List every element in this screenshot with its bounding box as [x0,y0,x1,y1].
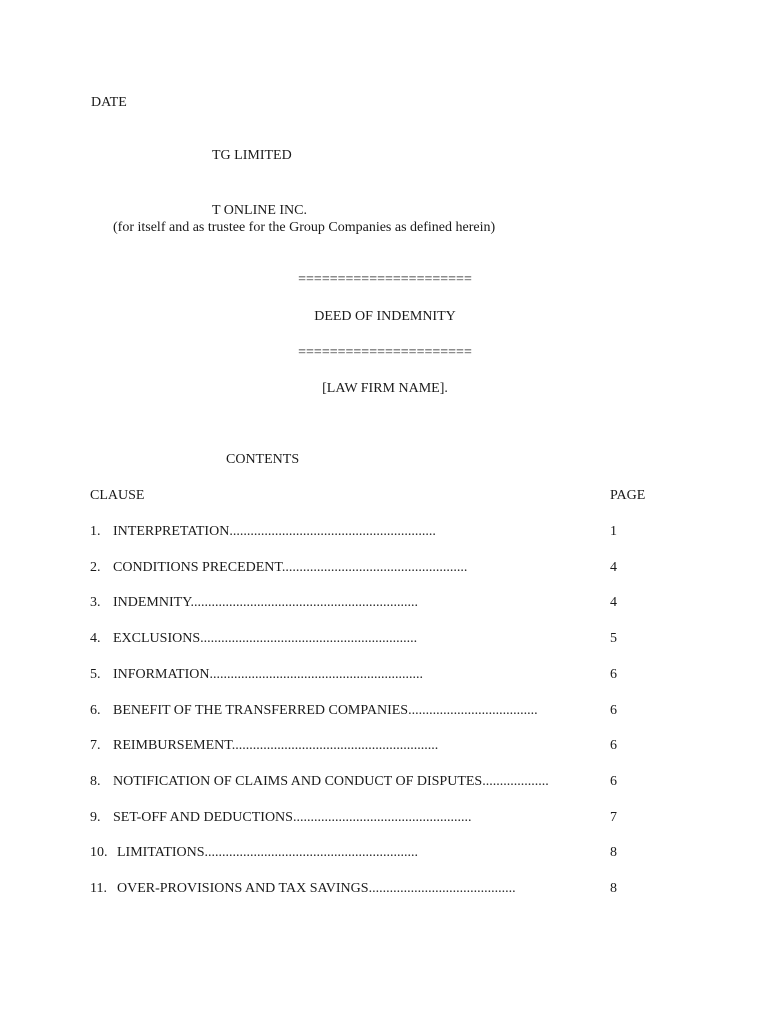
date-label: DATE [91,95,127,110]
toc-entry-leader-dots: ................... [482,774,549,789]
toc-entry-title [113,560,467,576]
deed-title: DEED OF INDEMNITY [314,309,456,324]
toc-entry-title-text: REIMBURSEMENT [113,738,232,753]
toc-entry-number: 2. [90,560,101,575]
toc-entry [0,595,770,611]
toc-entry-title [113,738,438,754]
toc-entry-title-text: INTERPRETATION [113,524,230,539]
toc-entry-leader-dots: ..................................... [408,703,538,718]
toc-entry-number: 8. [90,774,101,789]
toc-entry-number: 11. [90,881,107,896]
toc-entry [0,810,770,826]
toc-entry [0,631,770,647]
toc-entry-title-text: EXCLUSIONS [113,631,201,646]
toc-entry-leader-dots: ............................................................. [204,845,419,860]
page-column-header: PAGE [610,488,646,503]
toc-entry [0,703,770,719]
toc-entry-leader-dots: ........................................................... [231,738,439,753]
toc-entry-number: 1. [90,524,101,539]
toc-entry-leader-dots: ........................................................... [229,524,436,539]
toc-entry-number: 9. [90,810,101,825]
toc-entry-title-text: BENEFIT OF THE TRANSFERRED COMPANIES [113,703,409,718]
toc-entry-page: 4 [610,560,617,575]
toc-entry-title-text: CONDITIONS PRECEDENT [113,560,282,575]
toc-entry-title-text: OVER-PROVISIONS AND TAX SAVINGS [117,881,369,896]
toc-entry-leader-dots: ................................................................. [190,595,419,610]
party-one-name: TG LIMITED [212,148,292,163]
law-firm-name: [LAW FIRM NAME]. [322,381,448,396]
title-rule-top: ====================== [298,272,472,287]
toc-entry-leader-dots: ..................................................... [281,560,468,575]
toc-entry [0,560,770,576]
toc-entry-number: 3. [90,595,101,610]
toc-entry-page: 4 [610,595,617,610]
toc-entry-title-text: SET-OFF AND DEDUCTIONS [113,810,293,825]
clause-column-header: CLAUSE [90,488,145,503]
toc-entry-title [113,595,418,611]
toc-entry-leader-dots: ................................................... [292,810,472,825]
toc-entry-title [117,881,516,897]
toc-entry [0,845,770,861]
toc-entry-page: 1 [610,524,617,539]
toc-entry-title [117,845,418,861]
toc-entry-page: 6 [610,738,617,753]
toc-entry-page: 7 [610,810,617,825]
toc-entry-title [113,524,436,540]
toc-entry [0,667,770,683]
party-two-name: T ONLINE INC. [212,203,308,218]
toc-entry-page: 8 [610,845,617,860]
party-two-note: (for itself and as trustee for the Group Companies as defined herein) [113,220,496,235]
toc-entry-number: 7. [90,738,101,753]
toc-entry-leader-dots: .............................................................. [200,631,418,646]
toc-entry-title-text: INFORMATION [113,667,210,682]
toc-entry [0,881,770,897]
toc-entry-title-text: NOTIFICATION OF CLAIMS AND CONDUCT OF DISPUTES [113,774,483,789]
toc-entry-number: 6. [90,703,101,718]
toc-entry [0,524,770,540]
toc-entry-number: 10. [90,845,108,860]
title-rule-bottom: ====================== [298,345,472,360]
toc-entry-page: 6 [610,703,617,718]
toc-entry-title [113,774,549,790]
toc-entry-title-text: INDEMNITY [113,595,191,610]
toc-entry-title [113,631,417,647]
toc-entry-leader-dots: ............................................................. [209,667,423,682]
contents-heading: CONTENTS [226,452,300,467]
toc-entry [0,738,770,754]
toc-entry-title [113,667,423,683]
toc-entry-number: 5. [90,667,101,682]
toc-entry-page: 6 [610,774,617,789]
toc-entry-leader-dots: .......................................... [368,881,516,896]
toc-entry-page: 6 [610,667,617,682]
toc-entry-title [113,810,471,826]
toc-entry-title [113,703,538,719]
toc-entry-title-text: LIMITATIONS [117,845,205,860]
toc-entry [0,774,770,790]
toc-entry-page: 5 [610,631,617,646]
toc-entry-page: 8 [610,881,617,896]
toc-entry-number: 4. [90,631,101,646]
